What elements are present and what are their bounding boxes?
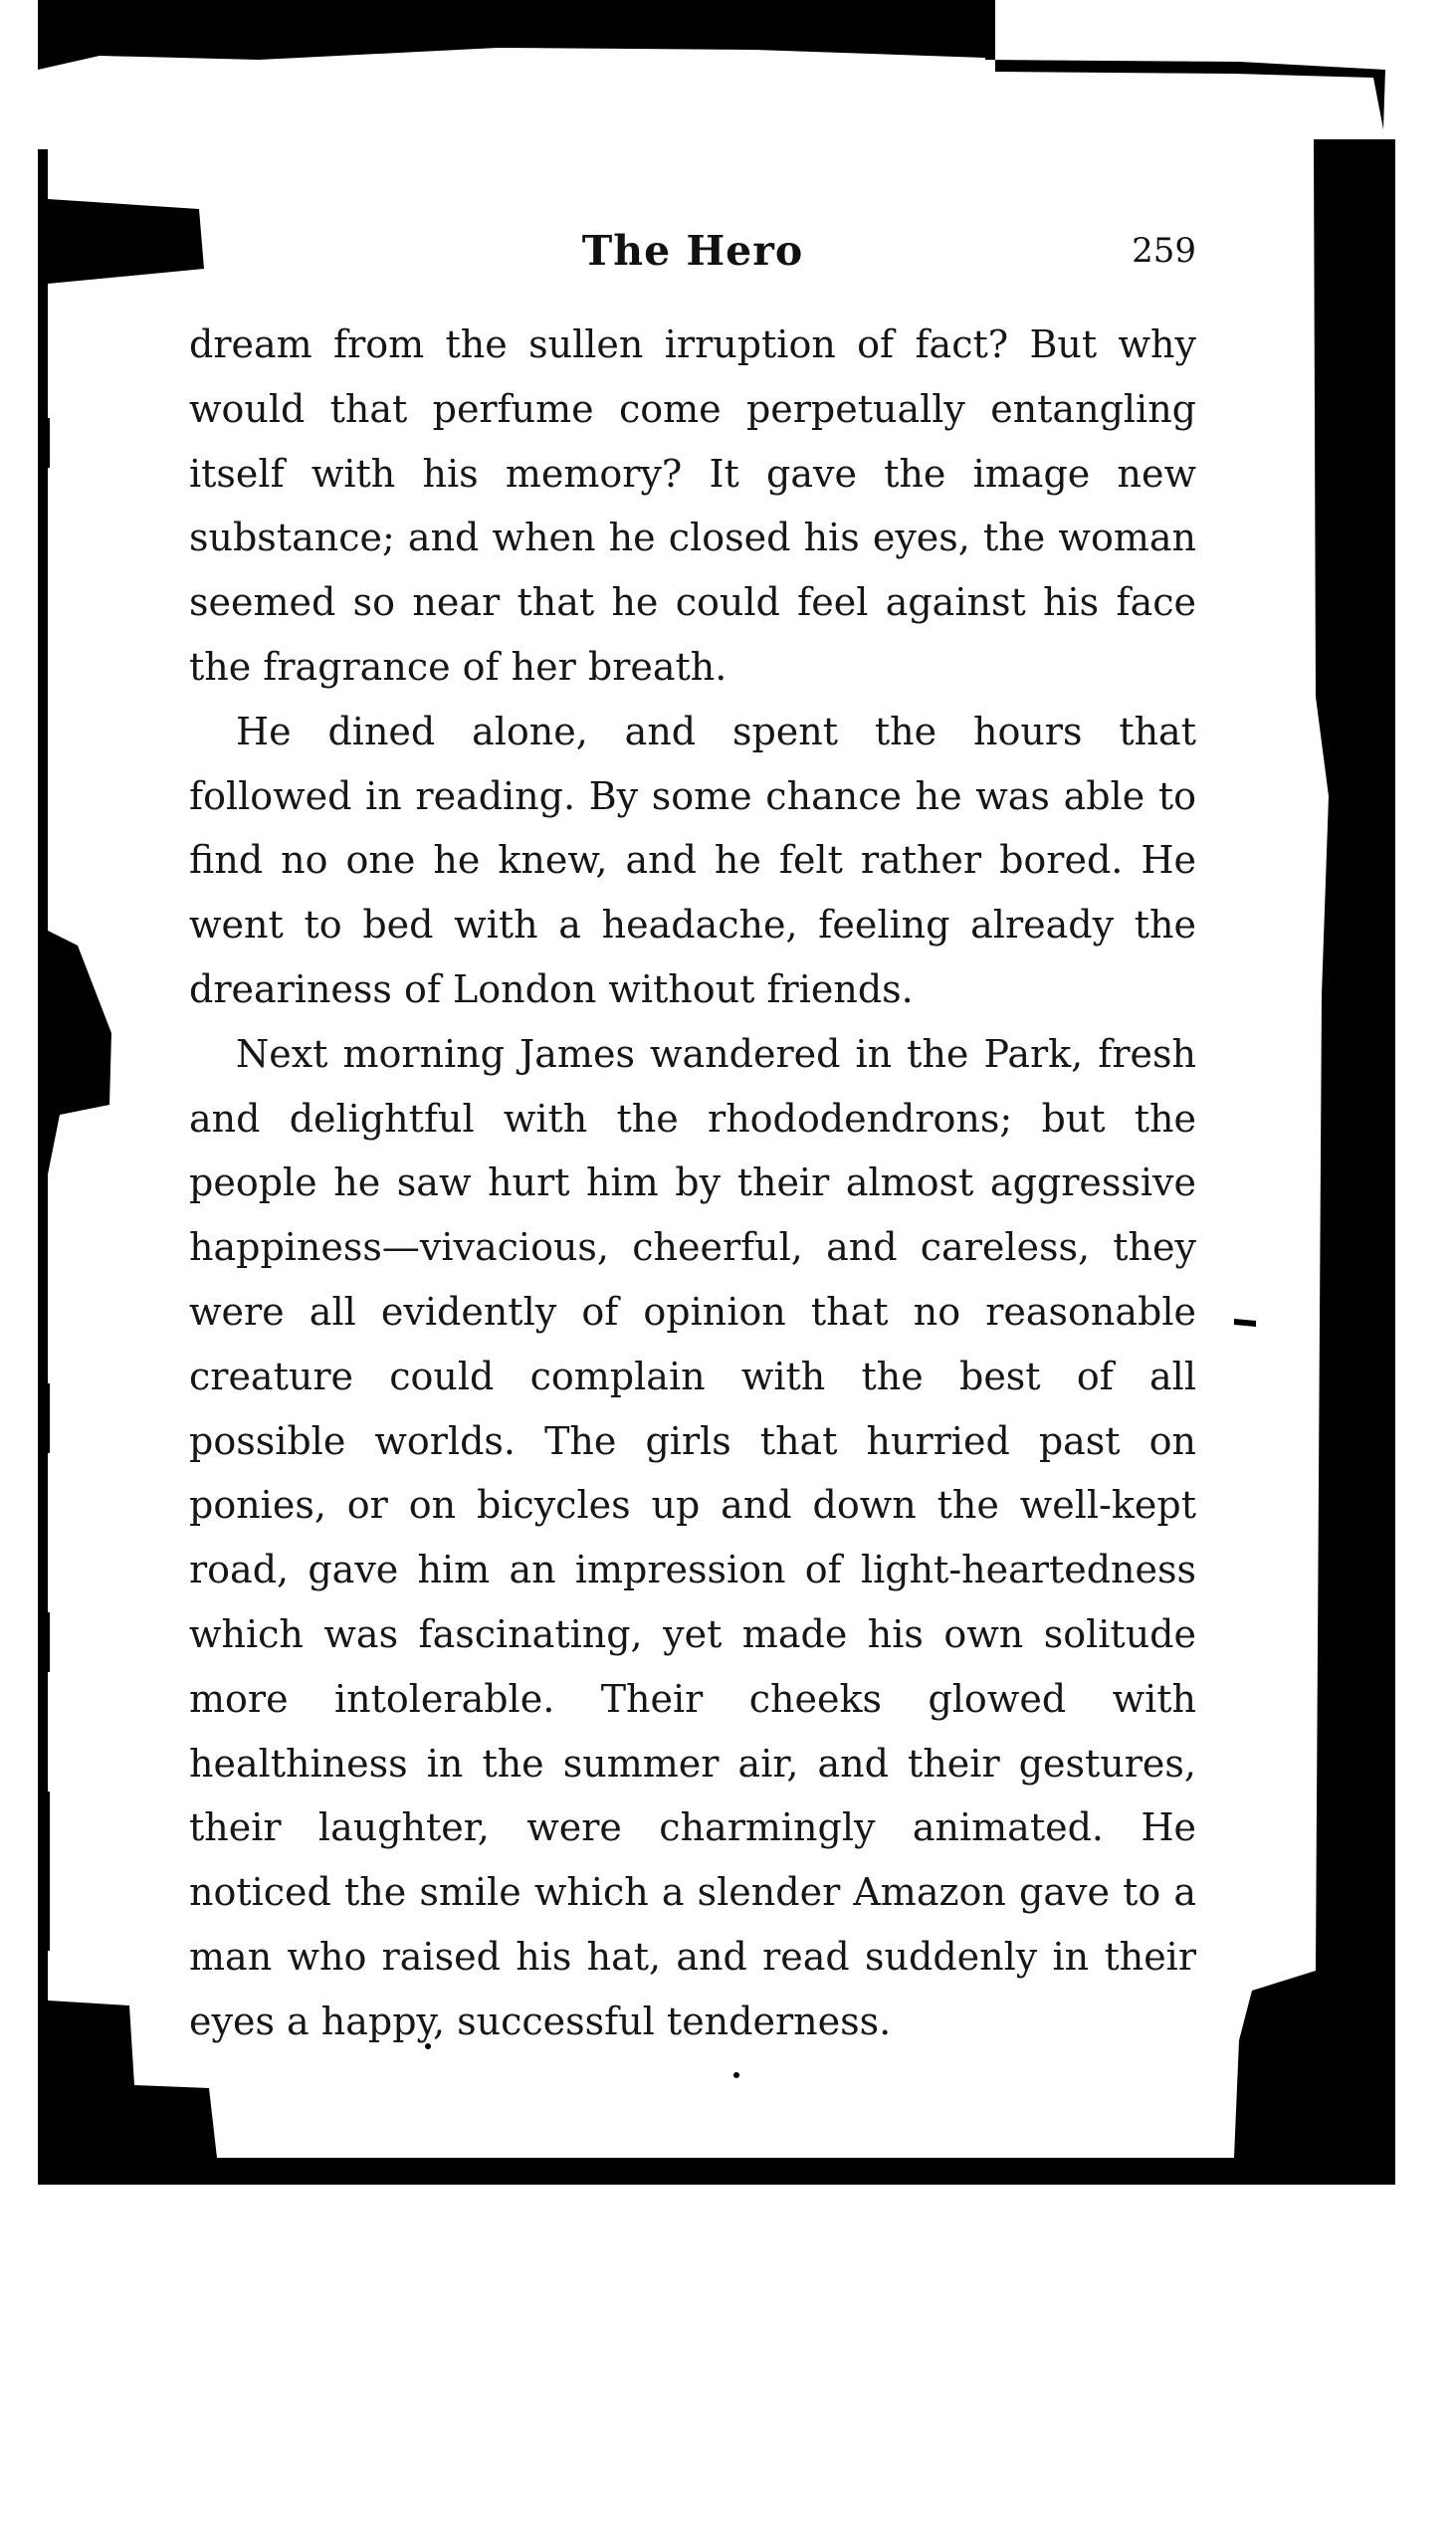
- left-scan-notch: [48, 931, 111, 1174]
- right-scan-tick: [1234, 1319, 1256, 1327]
- right-scan-edge: [1234, 139, 1395, 2185]
- paragraph-2: He dined alone, and spent the hours that followed in reading. By some chance he was able to find no one he knew, and he felt rather bored. He went to bed with a headache, feeling already the dreariness of London without friends.: [189, 709, 1196, 1011]
- top-right-scan-edge: [985, 0, 1385, 129]
- running-title: The Hero: [581, 227, 804, 275]
- paragraph-1: dream from the sullen irruption of fact? But why would that perfume come perpetually entangling itself with his memory? It gave the image new substance; and when he closed his eyes, the woman seemed so near that he could feel against his face the fragrance of her breath.: [189, 322, 1196, 689]
- top-scan-edge: [38, 0, 985, 70]
- running-head: [189, 227, 1196, 297]
- scan-speck: [733, 2072, 739, 2078]
- body-text: [189, 313, 1196, 2054]
- paragraph-3: Next morning James wandered in the Park, fresh and delightful with the rhododendrons; but the people he saw hurt him by their almost aggressive happiness—vivacious, cheerful, and careless, they were all evidently of opinion that no reasonable creature could complain with the best of all possible worlds. The girls that hurried past on ponies, or on bicycles up and down the well-kept road, gave him an impression of light-heartedness which was fascinating, yet made his own solitude more intolerable. Their cheeks glowed with healthiness in the summer air, and their gestures, their laughter, were charmingly animated. He noticed the smile which a slender Amazon gave to a man who raised his hat, and read suddenly in their eyes a happy, successful tenderness.: [189, 1031, 1196, 2043]
- page-number: 259: [1132, 231, 1196, 271]
